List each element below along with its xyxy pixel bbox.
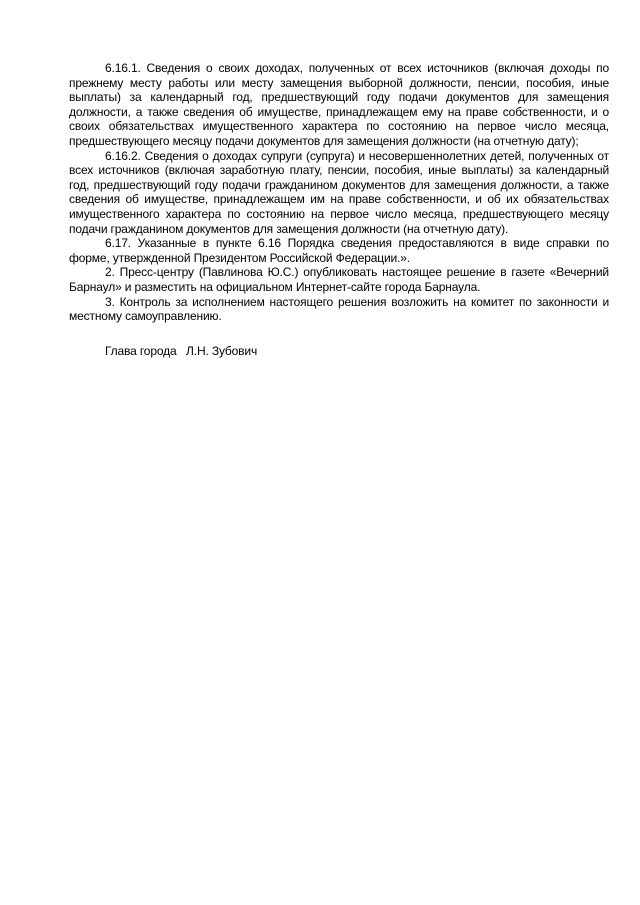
paragraph-6-16-1: 6.16.1. Сведения о своих доходах, полученных от всех источников (включая доходы по прежнему месту работы или месту замещения выборной должности, пенсии, пособия, иные выплаты) за календарный год, предшествующий году подачи документов для замещения должности, а также сведения об имуществе, принадлежащем ему на праве собственности, и о своих обязательствах имущественного характера по состоянию на первое число месяца, предшествующего месяцу подачи документов для замещения должности (на отчетную дату);	[69, 61, 609, 148]
paragraph-3-control: 3. Контроль за исполнением настоящего решения возложить на комитет по законности и местному самоуправлению.	[69, 294, 609, 324]
paragraph-6-17: 6.17. Указанные в пункте 6.16 Порядка сведения предоставляются в виде справки по форме, утвержденной Президентом Российской Федерации.».	[69, 236, 609, 265]
paragraph-2-press-center: 2. Пресс-центру (Павлинова Ю.С.) опубликовать настоящее решение в газете «Вечерний Барнаул» и разместить на официальном Интернет-сайте города Барнаула.	[69, 265, 609, 294]
paragraph-6-16-2: 6.16.2. Сведения о доходах супруги (супруга) и несовершеннолетних детей, полученных от всех источников (включая заработную плату, пенсии, пособия, иные выплаты) за календарный год, предшествующий году подачи гражданином документов для замещения должности, а также сведения об имуществе, принадлежащем им на праве собственности, и об их обязательствах имущественного характера по состоянию на первое число месяца, предшествующего месяцу подачи гражданином документов для замещения должности (на отчетную дату).	[69, 148, 609, 236]
document-page	[69, 61, 609, 358]
signature-line: Глава города Л.Н. Зубович	[105, 343, 258, 358]
